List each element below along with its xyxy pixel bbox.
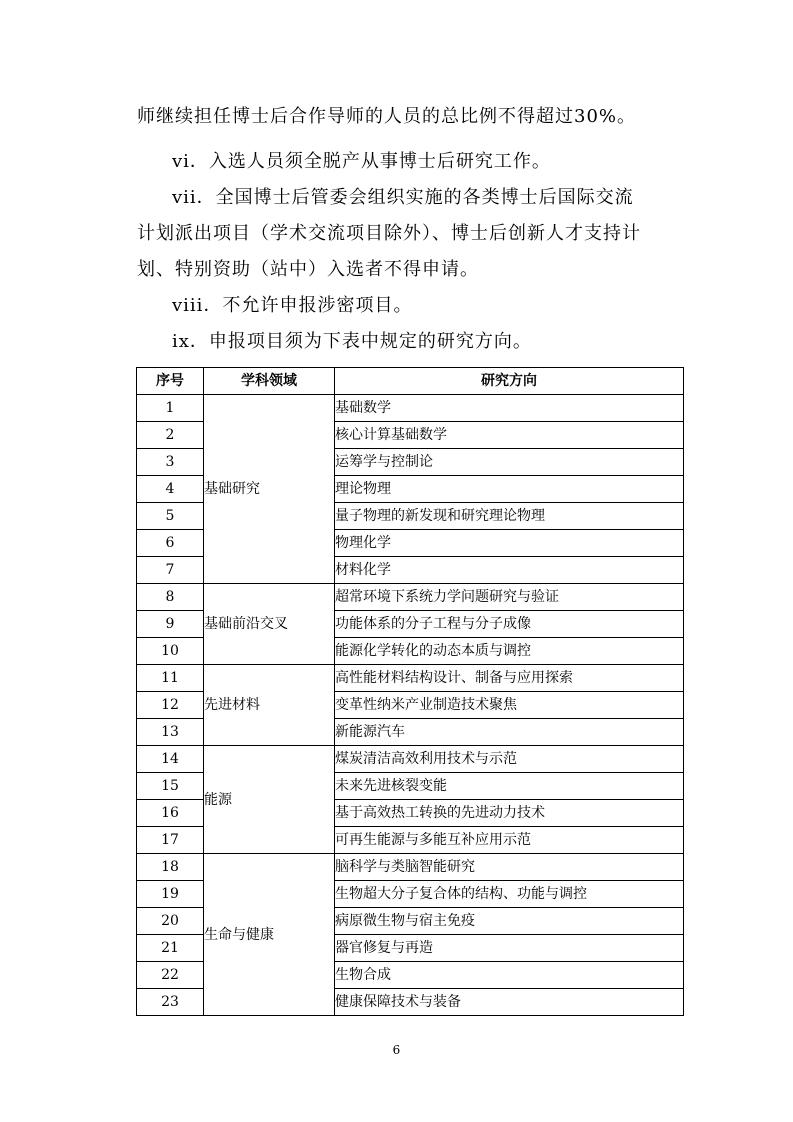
direction-cell: 器官修复与再造 bbox=[335, 935, 684, 962]
row-number: 16 bbox=[137, 800, 204, 827]
row-number: 7 bbox=[137, 557, 204, 584]
direction-cell: 基于高效热工转换的先进动力技术 bbox=[335, 800, 684, 827]
direction-cell: 高性能材料结构设计、制备与应用探索 bbox=[335, 665, 684, 692]
row-number: 12 bbox=[137, 692, 204, 719]
direction-cell: 材料化学 bbox=[335, 557, 684, 584]
row-number: 19 bbox=[137, 881, 204, 908]
header-number: 序号 bbox=[137, 368, 204, 395]
row-number: 14 bbox=[137, 746, 204, 773]
direction-cell: 未来先进核裂变能 bbox=[335, 773, 684, 800]
row-number: 2 bbox=[137, 422, 204, 449]
row-number: 13 bbox=[137, 719, 204, 746]
row-number: 21 bbox=[137, 935, 204, 962]
direction-cell: 理论物理 bbox=[335, 476, 684, 503]
table-row bbox=[137, 854, 684, 881]
table-header-row bbox=[137, 368, 684, 395]
direction-cell: 量子物理的新发现和研究理论物理 bbox=[335, 503, 684, 530]
direction-cell: 超常环境下系统力学问题研究与验证 bbox=[335, 584, 684, 611]
paragraph-vii-line-3: 划、特别资助（站中）入选者不得申请。 bbox=[137, 259, 479, 280]
row-number: 10 bbox=[137, 638, 204, 665]
row-number: 17 bbox=[137, 827, 204, 854]
row-number: 4 bbox=[137, 476, 204, 503]
field-cell: 基础前沿交叉 bbox=[204, 584, 335, 665]
direction-cell: 功能体系的分子工程与分子成像 bbox=[335, 611, 684, 638]
table-row bbox=[137, 584, 684, 611]
research-direction-table bbox=[136, 367, 684, 1016]
direction-cell: 运筹学与控制论 bbox=[335, 449, 684, 476]
row-number: 8 bbox=[137, 584, 204, 611]
direction-cell: 物理化学 bbox=[335, 530, 684, 557]
paragraph-vi: vi．入选人员须全脱产从事博士后研究工作。 bbox=[172, 151, 551, 172]
direction-cell: 能源化学转化的动态本质与调控 bbox=[335, 638, 684, 665]
paragraph-vii bbox=[137, 180, 697, 288]
direction-cell: 可再生能源与多能互补应用示范 bbox=[335, 827, 684, 854]
paragraph-viii: viii．不允许申报涉密项目。 bbox=[172, 295, 413, 316]
header-direction: 研究方向 bbox=[335, 368, 684, 395]
direction-cell: 新能源汽车 bbox=[335, 719, 684, 746]
row-number: 23 bbox=[137, 989, 204, 1016]
paragraph-vii-line-2: 计划派出项目（学术交流项目除外）、博士后创新人才支持计 bbox=[137, 223, 641, 244]
field-cell: 先进材料 bbox=[204, 665, 335, 746]
direction-cell: 生物超大分子复合体的结构、功能与调控 bbox=[335, 881, 684, 908]
direction-cell: 基础数学 bbox=[335, 395, 684, 422]
row-number: 1 bbox=[137, 395, 204, 422]
direction-cell: 核心计算基础数学 bbox=[335, 422, 684, 449]
table-row bbox=[137, 665, 684, 692]
direction-cell: 健康保障技术与装备 bbox=[335, 989, 684, 1016]
table-body bbox=[137, 395, 684, 1016]
field-cell: 能源 bbox=[204, 746, 335, 854]
row-number: 6 bbox=[137, 530, 204, 557]
direction-cell: 病原微生物与宿主免疫 bbox=[335, 908, 684, 935]
paragraph-vii-line-1: vii．全国博士后管委会组织实施的各类博士后国际交流 bbox=[172, 187, 634, 208]
row-number: 22 bbox=[137, 962, 204, 989]
header-field: 学科领域 bbox=[204, 368, 335, 395]
row-number: 5 bbox=[137, 503, 204, 530]
row-number: 20 bbox=[137, 908, 204, 935]
direction-cell: 生物合成 bbox=[335, 962, 684, 989]
direction-cell: 变革性纳米产业制造技术聚焦 bbox=[335, 692, 684, 719]
table-row bbox=[137, 746, 684, 773]
table-row bbox=[137, 395, 684, 422]
row-number: 18 bbox=[137, 854, 204, 881]
row-number: 15 bbox=[137, 773, 204, 800]
row-number: 11 bbox=[137, 665, 204, 692]
direction-cell: 煤炭清洁高效利用技术与示范 bbox=[335, 746, 684, 773]
field-cell: 基础研究 bbox=[204, 395, 335, 584]
paragraph-ix: ix．申报项目须为下表中规定的研究方向。 bbox=[172, 331, 532, 352]
row-number: 3 bbox=[137, 449, 204, 476]
direction-cell: 脑科学与类脑智能研究 bbox=[335, 854, 684, 881]
row-number: 9 bbox=[137, 611, 204, 638]
page-number: 6 bbox=[392, 1043, 401, 1057]
paragraph-ratio: 师继续担任博士后合作导师的人员的总比例不得超过30%。 bbox=[137, 106, 637, 127]
field-cell: 生命与健康 bbox=[204, 854, 335, 1016]
